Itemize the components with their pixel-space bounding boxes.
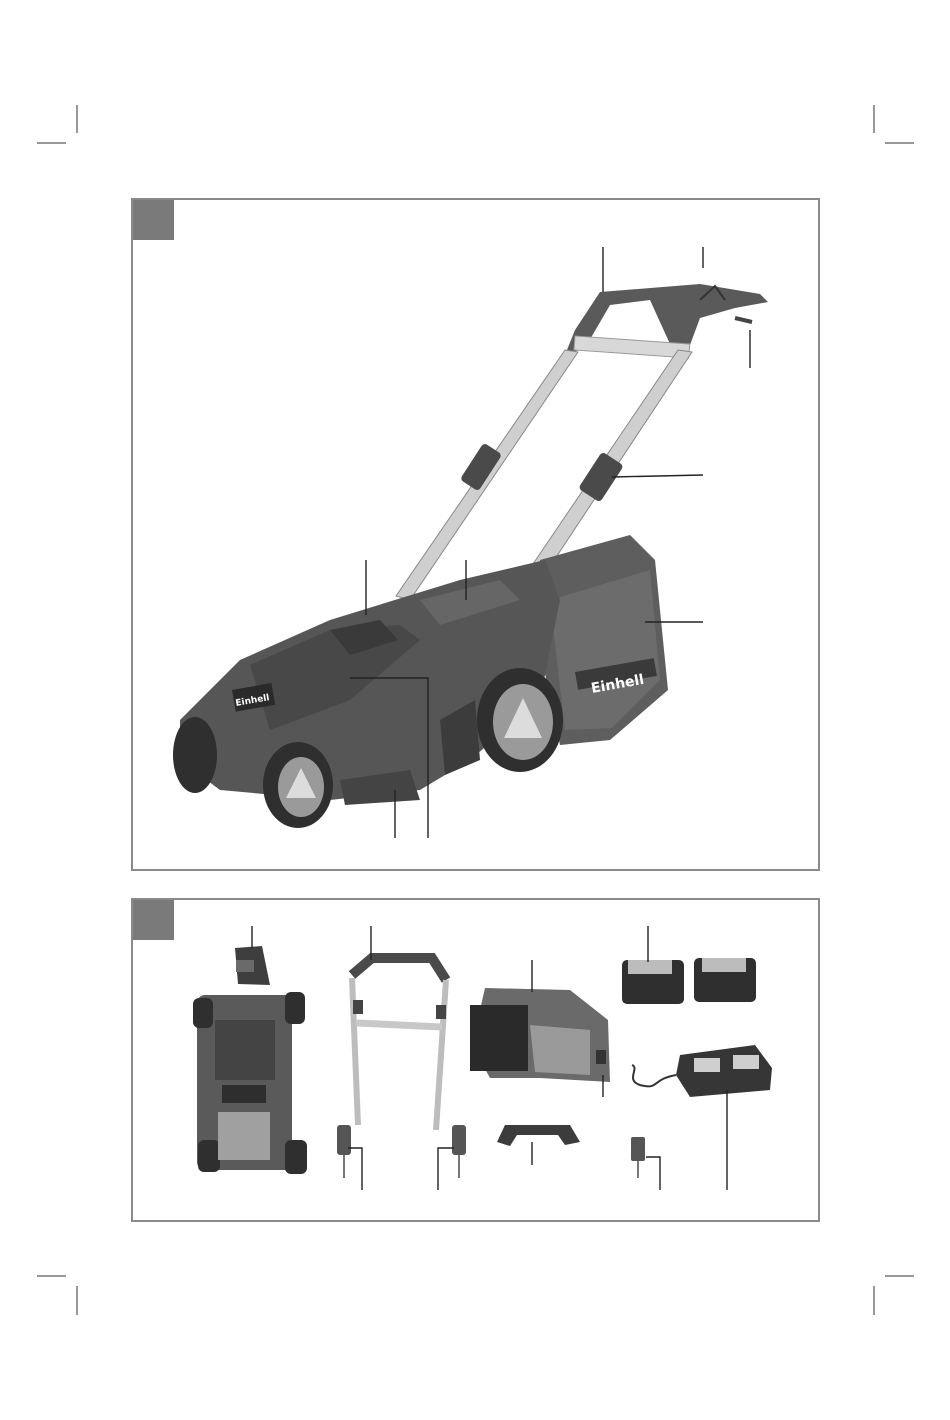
push-handle — [565, 284, 768, 358]
figure-2 — [132, 899, 819, 1221]
battery-charger — [632, 1045, 772, 1097]
mower-logo: Einhell — [234, 693, 271, 709]
mower-top-view — [193, 992, 307, 1174]
rear-flap-part — [235, 946, 270, 985]
handle-clips — [337, 1125, 466, 1178]
handle-part — [352, 958, 446, 1130]
bag-logo: Einhell — [589, 671, 646, 697]
figure-1-number-tab — [133, 200, 174, 240]
bag-carry-handle — [497, 1125, 580, 1146]
safety-key — [631, 1137, 645, 1178]
figure-1 — [132, 199, 819, 870]
figure-2-number-tab — [133, 900, 174, 940]
grass-bag-cover — [470, 988, 610, 1082]
batteries — [622, 958, 756, 1004]
